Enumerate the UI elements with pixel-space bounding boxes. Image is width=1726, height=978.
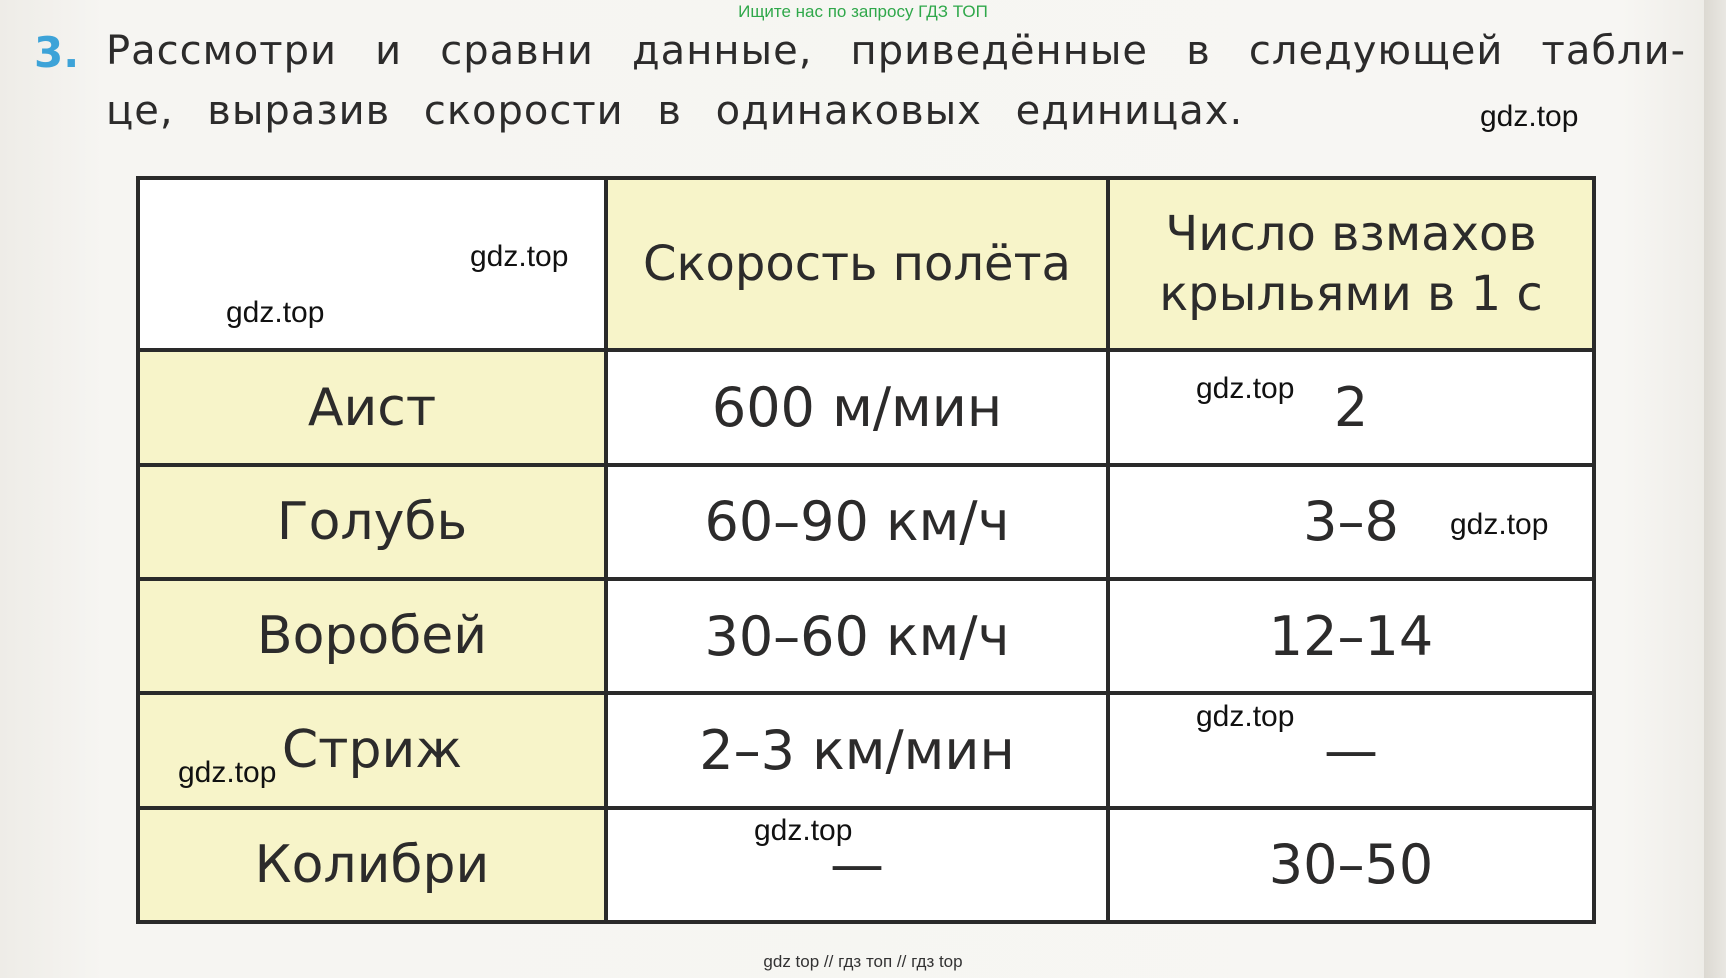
watermark: gdz.top: [754, 814, 853, 847]
wingbeats-cell: 12–14: [1108, 579, 1594, 693]
bird-name-cell: Голубь: [138, 465, 606, 579]
speed-cell: 30–60 км/ч: [606, 579, 1108, 693]
table-row: [138, 693, 1594, 807]
wingbeats-cell: 2: [1108, 350, 1594, 464]
bird-name-cell: Стриж: [138, 693, 606, 807]
top-search-notice[interactable]: Ищите нас по запросу ГДЗ ТОП: [738, 2, 988, 21]
watermark: gdz.top: [1196, 372, 1295, 405]
watermark: gdz.top: [470, 240, 569, 273]
speed-cell: 2–3 км/мин: [606, 693, 1108, 807]
header-speed: Скорость полёта: [606, 178, 1108, 350]
wingbeats-cell: —: [1108, 693, 1594, 807]
task-text-line-2: це, выразив скорости в одинаковых единицах.: [106, 88, 1244, 134]
bird-flight-table: [136, 176, 1596, 924]
table-row: [138, 579, 1594, 693]
task-text-line-1: Рассмотри и сравни данные, приведённые в следующей табли-: [106, 28, 1686, 74]
page-edge: [1704, 0, 1726, 978]
watermark: gdz.top: [1196, 700, 1295, 733]
bird-name-cell: Колибри: [138, 808, 606, 922]
table-row: [138, 465, 1594, 579]
watermark: gdz.top: [1480, 100, 1579, 133]
speed-cell: —: [606, 808, 1108, 922]
bird-name-cell: Аист: [138, 350, 606, 464]
speed-cell: 60–90 км/ч: [606, 465, 1108, 579]
task-number: 3.: [34, 28, 80, 77]
wingbeats-cell: 30–50: [1108, 808, 1594, 922]
header-wingbeats: Число взмахов крыльями в 1 с: [1108, 178, 1594, 350]
watermark: gdz.top: [1450, 508, 1549, 541]
table-row: [138, 808, 1594, 922]
bird-name-cell: Воробей: [138, 579, 606, 693]
speed-cell: 600 м/мин: [606, 350, 1108, 464]
watermark: gdz.top: [178, 756, 277, 789]
wingbeats-cell: 3–8: [1108, 465, 1594, 579]
watermark: gdz.top: [226, 296, 325, 329]
footer-caption: gdz top // гдз топ // гдз top: [763, 952, 963, 971]
table-header-row: [138, 178, 1594, 350]
table-row: [138, 350, 1594, 464]
